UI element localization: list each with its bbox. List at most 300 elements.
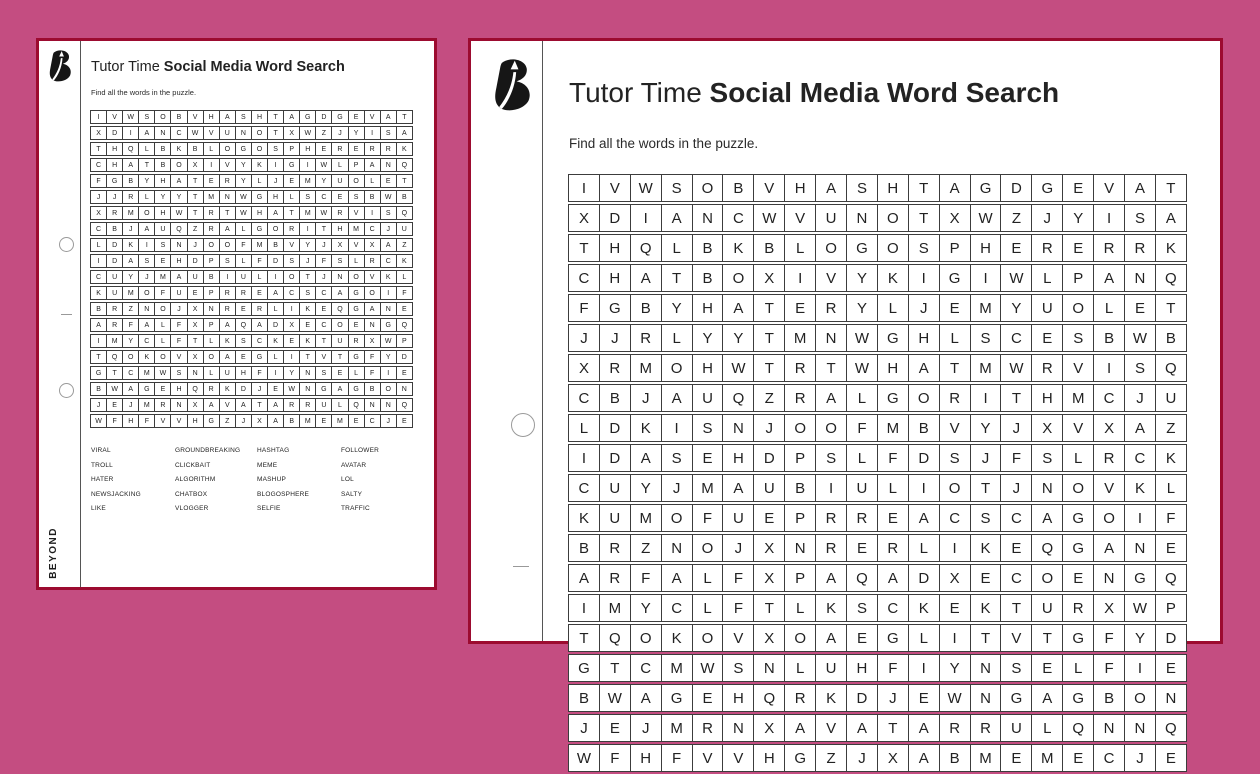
grid-row <box>568 744 1214 772</box>
grid-cell: Q <box>396 158 413 172</box>
grid-cell: D <box>396 350 413 364</box>
grid-cell: U <box>722 504 754 532</box>
grid-cell: E <box>315 302 332 316</box>
grid-cell: E <box>1000 534 1032 562</box>
grid-cell: S <box>380 126 397 140</box>
grid-cell: Z <box>122 302 139 316</box>
grid-cell: S <box>380 206 397 220</box>
grid-cell: L <box>138 190 155 204</box>
grid-cell: I <box>568 594 600 622</box>
grid-cell: C <box>122 366 139 380</box>
grid-cell: L <box>908 534 940 562</box>
grid-cell: U <box>315 398 332 412</box>
grid-cell: P <box>283 142 300 156</box>
grid-cell: R <box>106 302 123 316</box>
grid-cell: I <box>661 414 693 442</box>
grid-cell: R <box>219 286 236 300</box>
grid-cell: T <box>753 354 785 382</box>
grid-cell: T <box>251 398 268 412</box>
grid-cell: H <box>154 174 171 188</box>
grid-cell: H <box>331 222 348 236</box>
grid-cell: U <box>753 474 785 502</box>
grid-row <box>90 238 426 252</box>
grid-cell: R <box>331 142 348 156</box>
grid-cell: L <box>1031 714 1063 742</box>
grid-cell: B <box>106 222 123 236</box>
grid-cell: A <box>1031 504 1063 532</box>
grid-cell: O <box>154 350 171 364</box>
grid-cell: P <box>784 564 816 592</box>
grid-cell: N <box>1124 264 1156 292</box>
grid-cell: U <box>599 504 631 532</box>
grid-cell: C <box>877 594 909 622</box>
grid-row <box>568 594 1214 622</box>
grid-cell: D <box>599 444 631 472</box>
grid-cell: Q <box>1155 564 1187 592</box>
grid-cell: N <box>299 366 316 380</box>
grid-cell: Y <box>235 174 252 188</box>
grid-cell: E <box>348 142 365 156</box>
grid-cell: E <box>1155 534 1187 562</box>
grid-cell: T <box>299 350 316 364</box>
grid-cell: F <box>235 238 252 252</box>
grid-cell: C <box>1124 444 1156 472</box>
grid-cell: N <box>299 382 316 396</box>
grid-cell: Y <box>348 126 365 140</box>
grid-cell: B <box>630 294 662 322</box>
grid-cell: Y <box>630 594 662 622</box>
grid-cell: S <box>970 324 1002 352</box>
grid-cell: M <box>106 334 123 348</box>
word-list-column <box>175 444 257 517</box>
grid-cell: U <box>1000 714 1032 742</box>
grid-cell: I <box>283 350 300 364</box>
grid-cell: H <box>908 324 940 352</box>
grid-cell: P <box>203 286 220 300</box>
grid-cell: X <box>331 238 348 252</box>
grid-cell: J <box>630 384 662 412</box>
word-list-item: GROUNDBREAKING <box>175 447 241 454</box>
grid-cell: I <box>380 286 397 300</box>
grid-cell: T <box>267 126 284 140</box>
grid-cell: H <box>692 354 724 382</box>
grid-cell: B <box>396 190 413 204</box>
grid-cell: M <box>138 366 155 380</box>
grid-row <box>568 684 1214 712</box>
grid-cell: E <box>1062 234 1094 262</box>
grid-row <box>90 414 426 428</box>
grid-cell: N <box>154 126 171 140</box>
grid-cell: L <box>235 254 252 268</box>
grid-cell: N <box>219 190 236 204</box>
grid-cell: V <box>364 270 381 284</box>
grid-cell: Q <box>170 222 187 236</box>
grid-cell: E <box>599 714 631 742</box>
grid-cell: I <box>1124 654 1156 682</box>
grid-row <box>568 204 1214 232</box>
grid-cell: M <box>599 594 631 622</box>
grid-cell: D <box>908 564 940 592</box>
grid-cell: B <box>753 234 785 262</box>
grid-cell: J <box>122 222 139 236</box>
grid-cell: X <box>568 204 600 232</box>
grid-cell: G <box>877 324 909 352</box>
grid-cell: T <box>1155 294 1187 322</box>
grid-cell: Y <box>1062 204 1094 232</box>
grid-cell: Q <box>348 398 365 412</box>
grid-cell: I <box>219 270 236 284</box>
grid-cell: B <box>692 234 724 262</box>
grid-cell: V <box>219 158 236 172</box>
grid-cell: A <box>283 110 300 124</box>
grid-cell: W <box>1124 594 1156 622</box>
grid-cell: E <box>939 594 971 622</box>
fold-tick-mark <box>61 314 72 315</box>
grid-cell: A <box>846 714 878 742</box>
grid-cell: A <box>331 382 348 396</box>
grid-cell: I <box>267 366 284 380</box>
grid-cell: P <box>203 318 220 332</box>
grid-cell: T <box>299 270 316 284</box>
grid-cell: A <box>267 414 284 428</box>
grid-cell: D <box>187 254 204 268</box>
grid-cell: F <box>251 254 268 268</box>
grid-cell: U <box>1031 594 1063 622</box>
grid-row <box>90 334 426 348</box>
grid-cell: L <box>1031 264 1063 292</box>
grid-cell: N <box>170 238 187 252</box>
worksheet-content <box>91 59 426 517</box>
grid-cell: E <box>692 684 724 712</box>
grid-cell: T <box>1000 384 1032 412</box>
grid-cell: M <box>1062 384 1094 412</box>
grid-cell: V <box>315 350 332 364</box>
grid-cell: O <box>939 474 971 502</box>
grid-cell: G <box>348 382 365 396</box>
grid-cell: V <box>939 414 971 442</box>
grid-cell: I <box>939 624 971 652</box>
grid-cell: Q <box>122 142 139 156</box>
grid-cell: L <box>877 474 909 502</box>
grid-cell: V <box>1093 474 1125 502</box>
grid-cell: H <box>251 206 268 220</box>
grid-cell: J <box>1031 204 1063 232</box>
grid-cell: T <box>106 366 123 380</box>
grid-cell: I <box>90 334 107 348</box>
grid-cell: C <box>630 654 662 682</box>
grid-cell: W <box>380 334 397 348</box>
grid-cell: Y <box>283 366 300 380</box>
grid-cell: F <box>106 414 123 428</box>
grid-cell: L <box>235 222 252 236</box>
grid-cell: R <box>846 504 878 532</box>
grid-cell: A <box>170 270 187 284</box>
grid-cell: I <box>815 474 847 502</box>
grid-cell: L <box>364 174 381 188</box>
grid-cell: T <box>187 190 204 204</box>
grid-cell: Q <box>1031 534 1063 562</box>
grid-cell: W <box>154 366 171 380</box>
grid-cell: N <box>784 534 816 562</box>
grid-cell: G <box>1031 174 1063 202</box>
grid-cell: A <box>1093 534 1125 562</box>
grid-cell: X <box>364 334 381 348</box>
grid-cell: I <box>267 270 284 284</box>
grid-cell: J <box>568 714 600 742</box>
grid-cell: X <box>364 238 381 252</box>
grid-cell: T <box>315 222 332 236</box>
grid-cell: A <box>364 158 381 172</box>
grid-cell: H <box>106 158 123 172</box>
grid-cell: B <box>722 174 754 202</box>
grid-cell: J <box>753 414 785 442</box>
worksheet-page-zoomed <box>468 38 1223 767</box>
grid-cell: G <box>661 684 693 712</box>
grid-cell: S <box>661 444 693 472</box>
grid-cell: F <box>315 254 332 268</box>
grid-cell: W <box>970 204 1002 232</box>
grid-cell: K <box>219 382 236 396</box>
grid-cell: G <box>90 366 107 380</box>
grid-cell: F <box>170 318 187 332</box>
grid-cell: P <box>203 254 220 268</box>
grid-cell: A <box>170 174 187 188</box>
grid-cell: R <box>1031 234 1063 262</box>
grid-cell: F <box>364 366 381 380</box>
grid-cell: R <box>815 504 847 532</box>
grid-cell: W <box>599 684 631 712</box>
grid-cell: V <box>154 414 171 428</box>
grid-cell: M <box>970 294 1002 322</box>
grid-row <box>90 174 426 188</box>
grid-cell: N <box>396 382 413 396</box>
grid-cell: O <box>692 534 724 562</box>
hole-punch-mark <box>511 413 535 437</box>
grid-cell: R <box>219 302 236 316</box>
grid-cell: L <box>154 318 171 332</box>
grid-cell: L <box>203 334 220 348</box>
grid-cell: T <box>753 324 785 352</box>
grid-cell: K <box>380 270 397 284</box>
grid-cell: U <box>692 384 724 412</box>
grid-cell: B <box>154 142 171 156</box>
grid-cell: X <box>877 744 909 772</box>
grid-cell: X <box>753 534 785 562</box>
grid-cell: J <box>138 270 155 284</box>
grid-cell: G <box>315 382 332 396</box>
grid-cell: Q <box>722 384 754 412</box>
grid-cell: Q <box>846 564 878 592</box>
grid-cell: S <box>235 334 252 348</box>
grid-cell: A <box>784 714 816 742</box>
word-list-item: VLOGGER <box>175 505 209 513</box>
grid-cell: R <box>1093 444 1125 472</box>
grid-cell: J <box>331 126 348 140</box>
grid-cell: Q <box>331 302 348 316</box>
grid-cell: C <box>90 222 107 236</box>
grid-row <box>568 564 1214 592</box>
grid-cell: J <box>267 174 284 188</box>
grid-cell: T <box>939 354 971 382</box>
grid-cell: A <box>380 238 397 252</box>
grid-cell: I <box>939 534 971 562</box>
grid-cell: A <box>661 564 693 592</box>
grid-cell: J <box>908 294 940 322</box>
word-list-item: BLOGOSPHERE <box>257 490 310 498</box>
grid-cell: X <box>1093 594 1125 622</box>
grid-cell: G <box>599 294 631 322</box>
grid-cell: V <box>219 398 236 412</box>
grid-cell: X <box>939 204 971 232</box>
grid-cell: V <box>753 174 785 202</box>
grid-cell: H <box>630 744 662 772</box>
grid-cell: O <box>154 110 171 124</box>
grid-cell: C <box>722 204 754 232</box>
grid-cell: O <box>251 126 268 140</box>
grid-cell: V <box>815 264 847 292</box>
grid-cell: W <box>299 126 316 140</box>
grid-cell: G <box>939 264 971 292</box>
grid-cell: R <box>203 206 220 220</box>
grid-cell: E <box>877 504 909 532</box>
grid-cell: A <box>815 624 847 652</box>
word-list-item: LOL <box>341 476 354 484</box>
grid-cell: L <box>784 594 816 622</box>
grid-cell: H <box>235 366 252 380</box>
grid-cell: A <box>722 294 754 322</box>
grid-cell: O <box>203 350 220 364</box>
grid-cell: L <box>568 414 600 442</box>
grid-cell: Y <box>1124 624 1156 652</box>
grid-cell: G <box>348 286 365 300</box>
grid-cell: C <box>90 270 107 284</box>
grid-cell: R <box>784 354 816 382</box>
grid-cell: Y <box>170 190 187 204</box>
grid-row <box>568 384 1214 412</box>
grid-cell: J <box>122 398 139 412</box>
grid-cell: E <box>106 398 123 412</box>
grid-cell: E <box>970 564 1002 592</box>
grid-cell: W <box>106 382 123 396</box>
grid-cell: C <box>1093 384 1125 412</box>
grid-cell: L <box>138 142 155 156</box>
grid-cell: S <box>267 142 284 156</box>
grid-cell: S <box>1124 204 1156 232</box>
grid-cell: M <box>970 744 1002 772</box>
grid-cell: I <box>784 264 816 292</box>
grid-cell: W <box>380 190 397 204</box>
grid-cell: F <box>90 174 107 188</box>
grid-cell: S <box>154 238 171 252</box>
grid-cell: P <box>784 504 816 532</box>
grid-cell: S <box>331 254 348 268</box>
grid-cell: R <box>692 714 724 742</box>
grid-cell: D <box>315 110 332 124</box>
grid-cell: R <box>599 354 631 382</box>
grid-cell: E <box>1000 234 1032 262</box>
grid-cell: L <box>661 234 693 262</box>
grid-cell: T <box>138 158 155 172</box>
grid-cell: E <box>235 350 252 364</box>
grid-cell: N <box>187 366 204 380</box>
grid-cell: G <box>235 142 252 156</box>
grid-cell: V <box>170 350 187 364</box>
grid-cell: O <box>815 234 847 262</box>
grid-row <box>90 206 426 220</box>
grid-cell: J <box>846 744 878 772</box>
grid-cell: A <box>331 286 348 300</box>
grid-cell: G <box>138 382 155 396</box>
grid-cell: R <box>599 564 631 592</box>
grid-row <box>90 286 426 300</box>
grid-cell: R <box>939 384 971 412</box>
grid-cell: R <box>970 714 1002 742</box>
grid-cell: L <box>267 350 284 364</box>
grid-cell: M <box>203 190 220 204</box>
grid-cell: C <box>380 254 397 268</box>
grid-cell: E <box>1000 744 1032 772</box>
grid-cell: N <box>1124 534 1156 562</box>
grid-cell: S <box>299 286 316 300</box>
grid-cell: L <box>1093 294 1125 322</box>
grid-cell: D <box>846 684 878 712</box>
grid-cell: H <box>877 174 909 202</box>
grid-cell: V <box>1062 354 1094 382</box>
grid-cell: G <box>1062 504 1094 532</box>
grid-cell: K <box>722 234 754 262</box>
grid-cell: A <box>908 504 940 532</box>
grid-cell: N <box>170 398 187 412</box>
grid-cell: E <box>692 444 724 472</box>
grid-cell: H <box>267 190 284 204</box>
grid-cell: E <box>1155 654 1187 682</box>
grid-cell: A <box>908 714 940 742</box>
grid-cell: O <box>1031 564 1063 592</box>
grid-cell: T <box>187 206 204 220</box>
grid-cell: J <box>170 302 187 316</box>
grid-cell: E <box>1031 324 1063 352</box>
grid-cell: Z <box>1155 414 1187 442</box>
grid-cell: M <box>784 324 816 352</box>
grid-cell: W <box>315 158 332 172</box>
grid-cell: Q <box>1155 264 1187 292</box>
grid-cell: F <box>122 318 139 332</box>
grid-cell: I <box>970 384 1002 412</box>
grid-cell: C <box>251 334 268 348</box>
grid-cell: G <box>380 318 397 332</box>
margin-rule <box>80 41 81 587</box>
grid-cell: O <box>380 382 397 396</box>
grid-cell: T <box>815 354 847 382</box>
grid-cell: H <box>203 110 220 124</box>
grid-cell: R <box>939 714 971 742</box>
grid-cell: K <box>122 238 139 252</box>
grid-cell: V <box>106 110 123 124</box>
grid-cell: F <box>599 744 631 772</box>
word-list-item: CHATBOX <box>175 490 208 498</box>
grid-cell: R <box>380 142 397 156</box>
grid-cell: K <box>299 334 316 348</box>
grid-cell: S <box>235 110 252 124</box>
grid-cell: O <box>348 174 365 188</box>
grid-cell: O <box>219 142 236 156</box>
grid-cell: L <box>692 564 724 592</box>
grid-cell: Y <box>154 190 171 204</box>
grid-row <box>568 294 1214 322</box>
grid-cell: T <box>970 624 1002 652</box>
grid-cell: S <box>299 190 316 204</box>
grid-cell: E <box>267 382 284 396</box>
